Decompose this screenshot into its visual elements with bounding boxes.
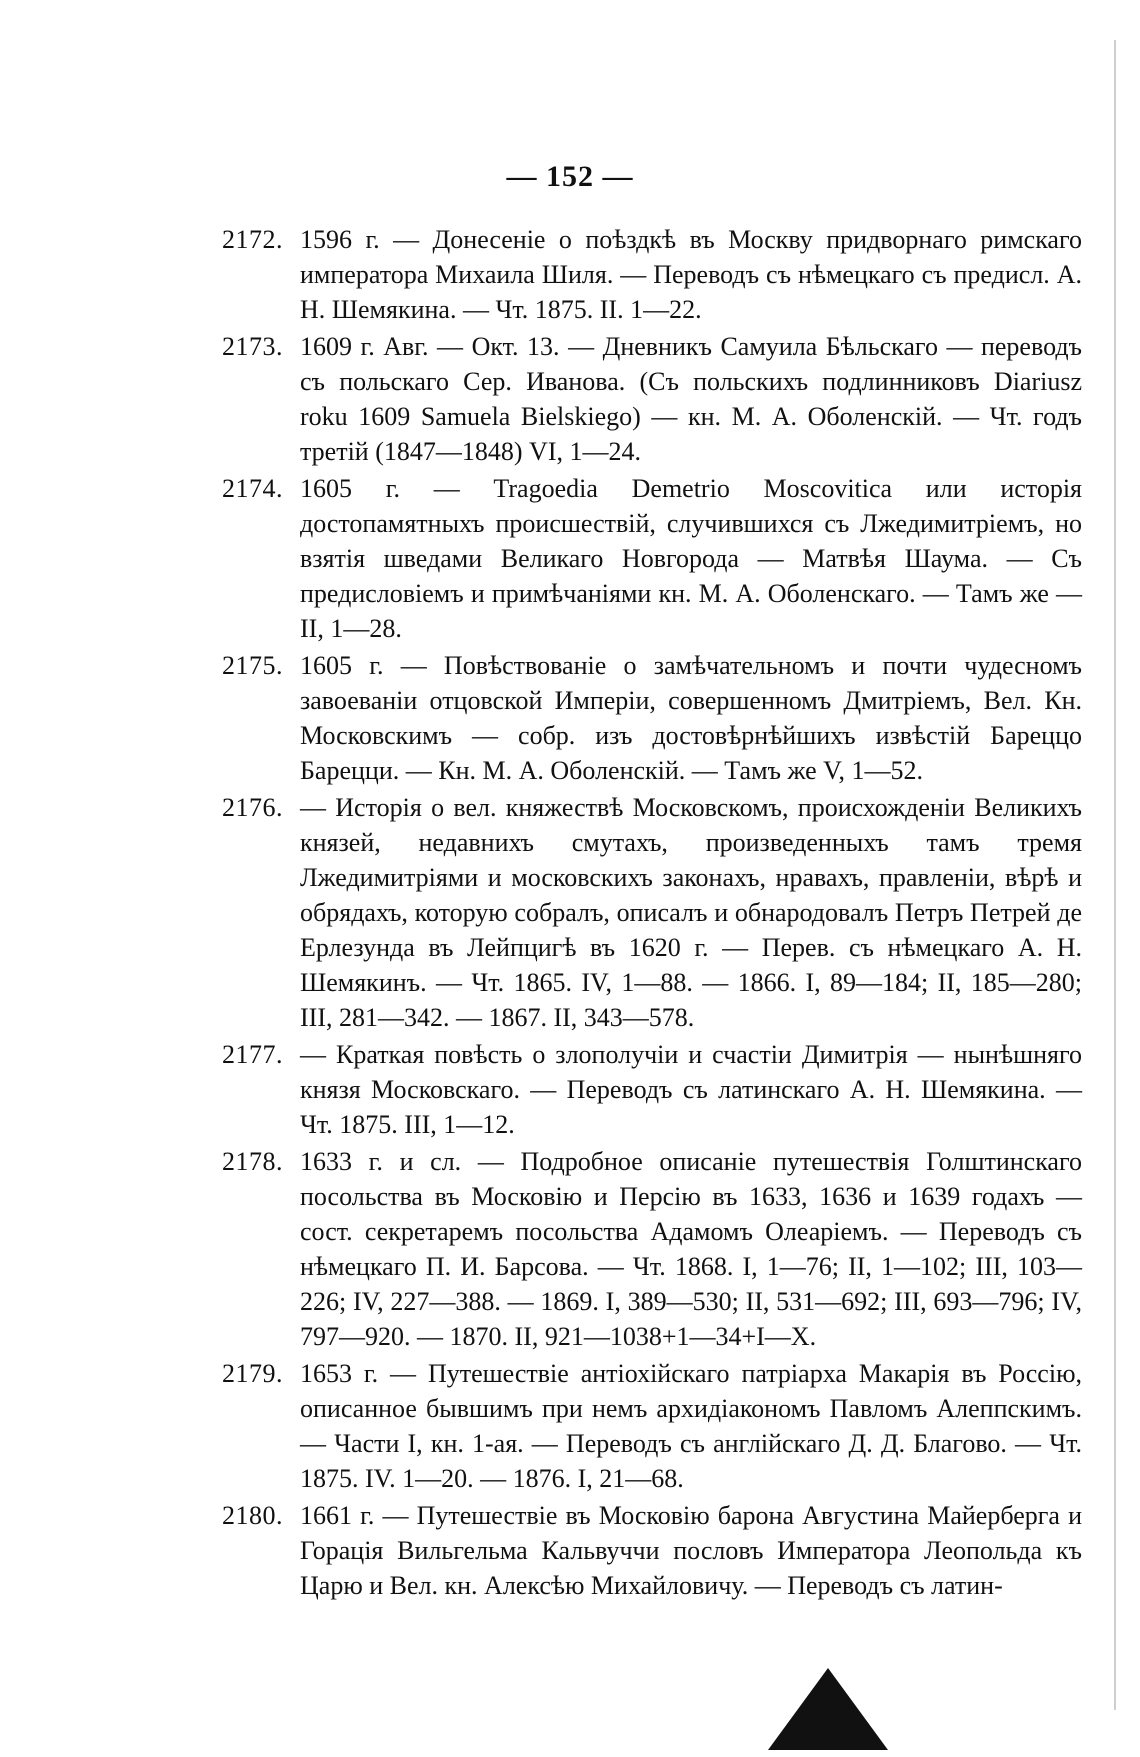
entry-number: 2174. bbox=[222, 474, 283, 503]
entry-number: 2180. bbox=[222, 1501, 283, 1530]
entry-text: 1661 г. — Путешествіе въ Московію барона Августина Майерберга и Горація Вильгельма Кальвуччи пословъ Императора Леопольда къ Царю и Вел. кн. Алексѣю Михайловичу. — Переводъ съ латин- bbox=[300, 1501, 1082, 1600]
entry-number: 2173. bbox=[222, 332, 283, 361]
bibliography-entries bbox=[222, 222, 1082, 1605]
entry-text: — Краткая повѣсть о злополучіи и счастіи Димитрія — нынѣшняго князя Московскаго. — Переводъ съ латинскаго А. Н. Шемякина. — Чт. 1875. III, 1—12. bbox=[300, 1040, 1082, 1139]
page-number: — 152 — bbox=[506, 160, 634, 193]
entry bbox=[222, 222, 1082, 327]
entry-number: 2178. bbox=[222, 1147, 283, 1176]
entry-text: 1653 г. — Путешествіе антіохійскаго патріарха Макарія въ Россію, описанное бывшимъ при немъ архидіакономъ Павломъ Алеппскимъ. — Части I, кн. 1-ая. — Переводъ съ англійскаго Д. Д. Благово. — Чт. 1875. IV. 1—20. — 1876. I, 21—68. bbox=[300, 1359, 1082, 1493]
entry-text: — Исторія о вел. княжествѣ Московскомъ, происхожденіи Великихъ князей, недавнихъ смутахъ, произведенныхъ тамъ тремя Лжедимитріями и московскихъ законахъ, нравахъ, правленіи, вѣрѣ и обрядахъ, которую собралъ, описалъ и обнародовалъ Петръ Петрей де Ерлезунда въ Лейпцигѣ въ 1620 г. — Перев. съ нѣмецкаго А. Н. Шемякинъ. — Чт. 1865. IV, 1—88. — 1866. I, 89—184; II, 185—280; III, 281—342. — 1867. II, 343—578. bbox=[300, 793, 1082, 1032]
entry bbox=[222, 1144, 1082, 1354]
entry-number: 2175. bbox=[222, 651, 283, 680]
entry-number: 2177. bbox=[222, 1040, 283, 1069]
entry bbox=[222, 1356, 1082, 1496]
entry-number: 2179. bbox=[222, 1359, 283, 1388]
entry bbox=[222, 471, 1082, 646]
entry bbox=[222, 790, 1082, 1035]
entry bbox=[222, 1037, 1082, 1142]
entry-number: 2176. bbox=[222, 793, 283, 822]
entry-text: 1605 г. — Tragoedia Demetrio Moscovitica или исторія достопамятныхъ происшествій, случившихся съ Лжедимитріемъ, но взятія шведами Великаго Новгорода — Матвѣя Шаума. — Съ предисловіемъ и примѣчаніями кн. М. А. Оболенскаго. — Тамъ же — II, 1—28. bbox=[300, 474, 1082, 643]
page-edge-mark bbox=[1114, 40, 1116, 1710]
entry-text: 1596 г. — Донесеніе о поѣздкѣ въ Москву придворнаго римскаго императора Михаила Шиля. — Переводъ съ нѣмецкаго съ предисл. А. Н. Шемякина. — Чт. 1875. II. 1—22. bbox=[300, 225, 1082, 324]
entry bbox=[222, 1498, 1082, 1603]
entry-text: 1633 г. и сл. — Подробное описаніе путешествія Голштинскаго посольства въ Московію и Персію въ 1633, 1636 и 1639 годахъ — сост. секретаремъ посольства Адамомъ Олеаріемъ. — Переводъ съ нѣмецкаго П. И. Барсова. — Чт. 1868. I, 1—76; II, 1—102; III, 103—226; IV, 227—388. — 1869. I, 389—530; II, 531—692; III, 693—796; IV, 797—920. — 1870. II, 921—1038+1—34+I—X. bbox=[300, 1147, 1082, 1351]
entry bbox=[222, 329, 1082, 469]
entry-text: 1605 г. — Повѣствованіе о замѣчательномъ и почти чудесномъ завоеваніи отцовской Имперіи, совершенномъ Дмитріемъ, Вел. Кн. Московскимъ — собр. изъ достовѣрнѣйшихъ извѣстій Бареццо Барецци. — Кн. М. А. Оболенскій. — Тамъ же V, 1—52. bbox=[300, 651, 1082, 785]
entry bbox=[222, 648, 1082, 788]
entry-number: 2172. bbox=[222, 225, 283, 254]
ink-blot-mark bbox=[768, 1668, 888, 1750]
entry-text: 1609 г. Авг. — Окт. 13. — Дневникъ Самуила Бѣльскаго — переводъ съ польскаго Сер. Иванова. (Съ польскихъ подлинниковъ Diariusz roku 1609 Samuela Bielskiego) — кн. М. А. Оболенскій. — Чт. годъ третій (1847—1848) VI, 1—24. bbox=[300, 332, 1082, 466]
